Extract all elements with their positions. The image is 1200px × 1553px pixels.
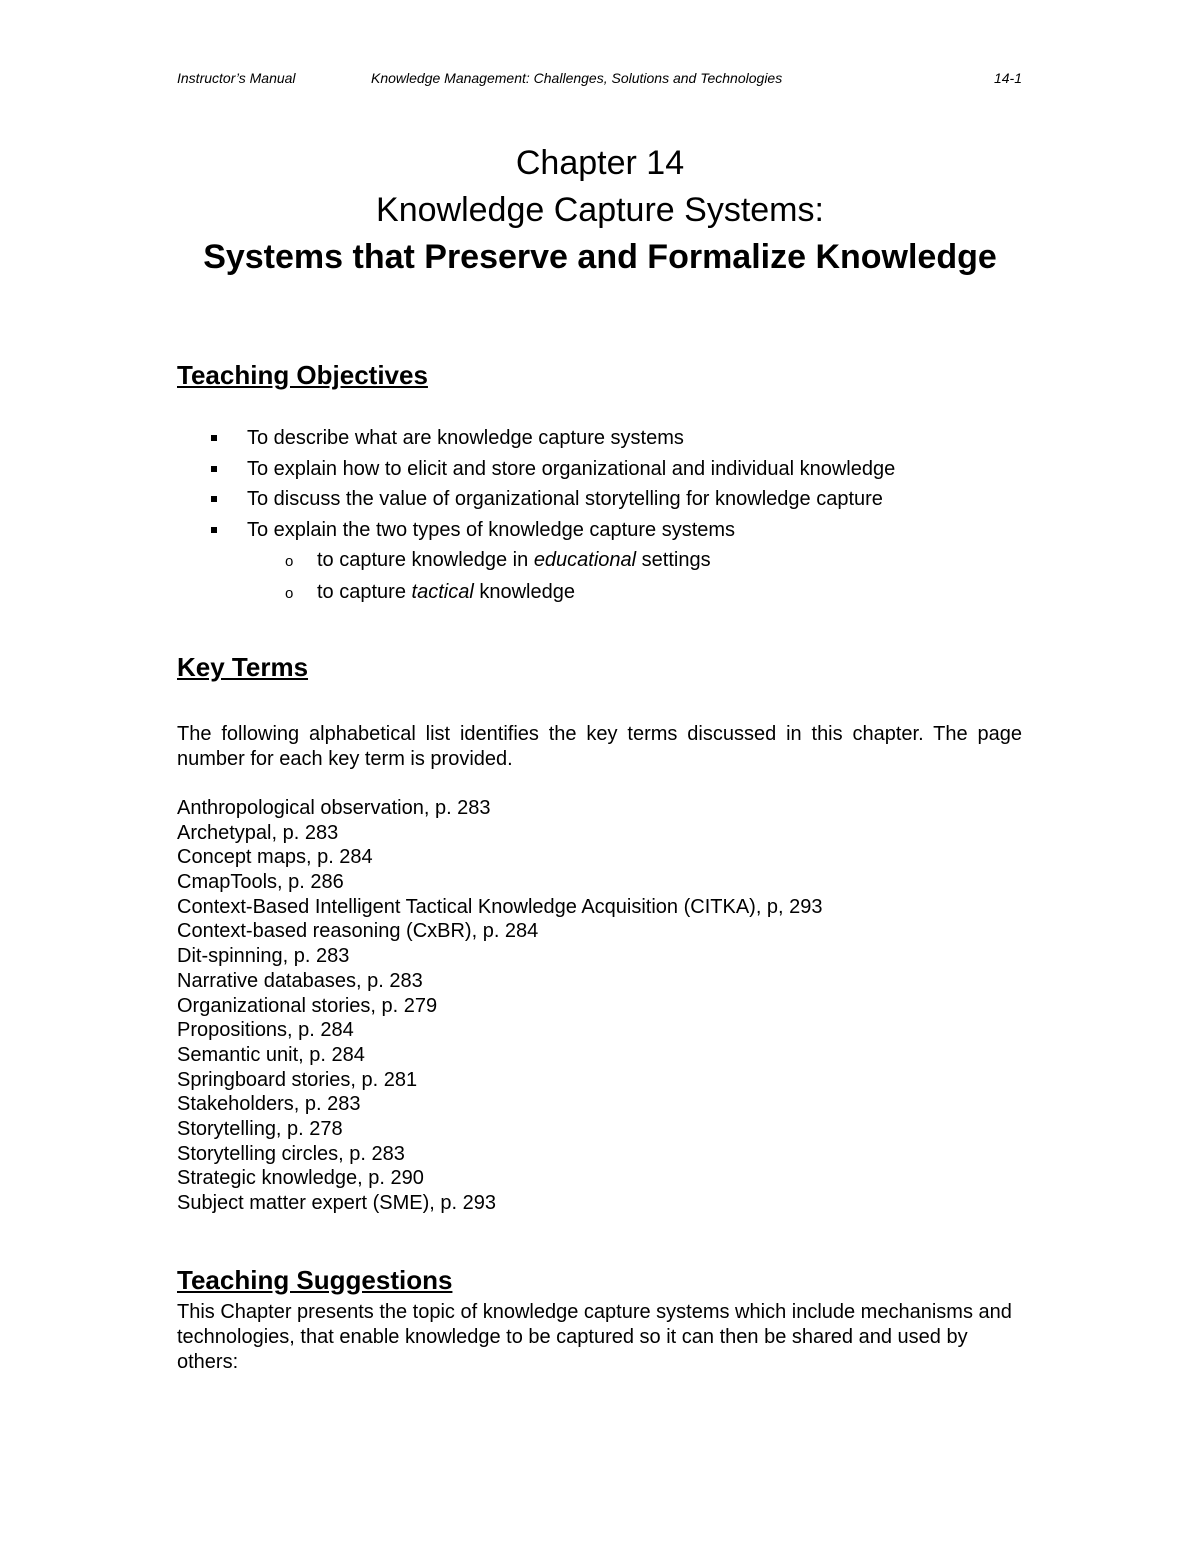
key-terms-heading: Key Terms [177, 652, 309, 682]
chapter-subtitle: Systems that Preserve and Formalize Knowledge [203, 238, 997, 276]
key-term: Semantic unit, p. 284 [177, 1043, 365, 1066]
key-term: Anthropological observation, p. 283 [177, 797, 491, 819]
key-term: Context-Based Intelligent Tactical Knowledge Acquisition (CITKA), p, 293 [177, 895, 823, 918]
objective-text: To explain the two types of knowledge capture systems [247, 518, 736, 541]
header-book-title: Knowledge Management: Challenges, Solutions and Technologies [371, 70, 783, 86]
key-term: Concept maps, p. 284 [177, 846, 373, 869]
sub-objective-emphasis: educational [533, 549, 637, 571]
square-bullet-icon [211, 466, 217, 472]
objective-text: To explain how to elicit and store organizational and individual knowledge [247, 457, 896, 480]
suggestions-text: This Chapter presents the topic of knowledge capture systems which include mechanisms and technologies, that enable knowledge to be captured so it can then be shared and used by others: [177, 1301, 1012, 1373]
key-term: Springboard stories, p. 281 [177, 1068, 418, 1091]
objectives-list [177, 426, 1022, 612]
chapter-title [0, 140, 1200, 281]
key-term: Narrative databases, p. 283 [177, 969, 423, 992]
sub-objective-text: to capture [317, 581, 412, 603]
square-bullet-icon [211, 435, 217, 441]
key-term: Propositions, p. 284 [177, 1019, 354, 1042]
sub-list-item [177, 548, 1022, 580]
key-term: Dit-spinning, p. 283 [177, 945, 350, 968]
key-term: Organizational stories, p. 279 [177, 994, 438, 1017]
sub-objective-text: settings [636, 549, 711, 571]
sub-objective-text: to capture knowledge in [317, 549, 534, 571]
square-bullet-icon [211, 496, 217, 502]
list-item [177, 426, 1022, 457]
key-term: Storytelling circles, p. 283 [177, 1142, 405, 1165]
page-header [177, 70, 1022, 90]
sub-objective-text: knowledge [473, 581, 575, 603]
header-page-number: 14-1 [993, 70, 1022, 86]
key-terms-list [177, 796, 1022, 1216]
key-term: Stakeholders, p. 283 [177, 1093, 361, 1116]
key-term: Archetypal, p. 283 [177, 821, 339, 844]
square-bullet-icon [211, 527, 217, 533]
objective-text: To discuss the value of organizational storytelling for knowledge capture [247, 488, 883, 510]
circle-bullet-icon: o [285, 553, 294, 570]
list-item [177, 487, 1022, 518]
key-term: Strategic knowledge, p. 290 [177, 1167, 424, 1190]
objective-text: To describe what are knowledge capture systems [247, 427, 684, 449]
key-term: Subject matter expert (SME), p. 293 [177, 1192, 497, 1214]
circle-bullet-icon: o [285, 585, 294, 602]
key-term: Storytelling, p. 278 [177, 1117, 343, 1140]
list-item [177, 518, 1022, 549]
header-manual-label: Instructor’s Manual [177, 70, 296, 86]
key-term: CmapTools, p. 286 [177, 871, 344, 894]
chapter-number: Chapter 14 [515, 144, 685, 182]
chapter-name: Knowledge Capture Systems: [376, 191, 824, 229]
sub-objective-emphasis: tactical [411, 581, 474, 603]
key-term: Context-based reasoning (CxBR), p. 284 [177, 920, 539, 943]
suggestions-heading: Teaching Suggestions [177, 1265, 453, 1295]
list-item [177, 457, 1022, 488]
key-terms-intro: The following alphabetical list identifies the key terms discussed in this chapter. The page number for each key term is provided. [177, 723, 1022, 770]
sub-list-item [177, 580, 1022, 612]
objectives-heading: Teaching Objectives [177, 360, 428, 390]
